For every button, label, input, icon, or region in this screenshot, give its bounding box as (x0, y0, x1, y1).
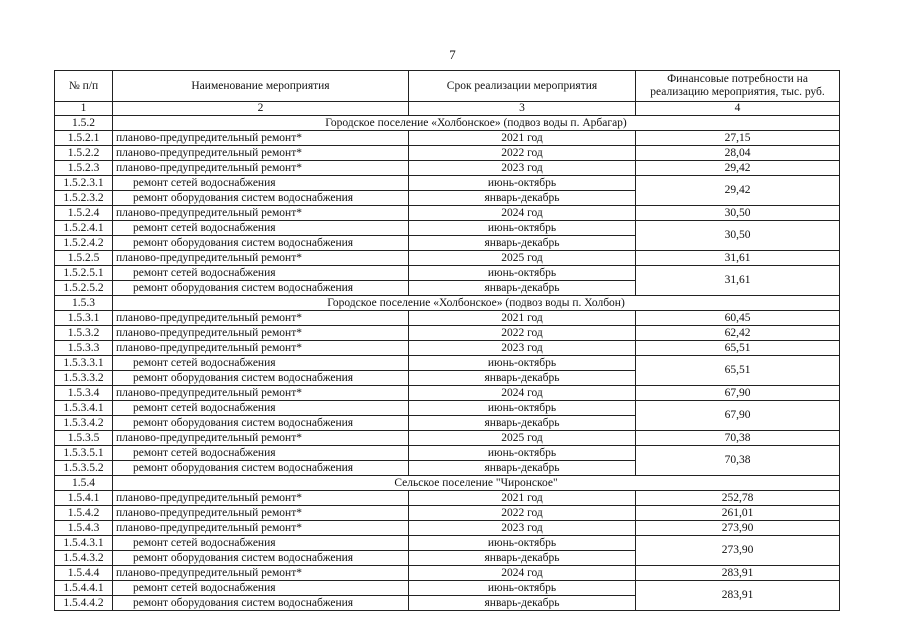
subitem-row (55, 356, 840, 371)
measure-name: ремонт сетей водоснабжения (113, 446, 409, 461)
measure-name: ремонт сетей водоснабжения (113, 536, 409, 551)
row-number: 1.5.3.3.2 (55, 371, 113, 386)
financial-need: 31,61 (636, 266, 840, 296)
subitem-row (55, 446, 840, 461)
row-number: 1.5.4.4 (55, 566, 113, 581)
subitem-row (55, 536, 840, 551)
measure-term: июнь-октябрь (409, 221, 636, 236)
row-number: 1.5.2.3.2 (55, 191, 113, 206)
measure-term: 2021 год (409, 311, 636, 326)
table-row (55, 326, 840, 341)
row-number: 1.5.4.4.1 (55, 581, 113, 596)
measure-name: ремонт оборудования систем водоснабжения (113, 461, 409, 476)
column-number-2: 2 (113, 102, 409, 116)
subitem-row (55, 221, 840, 236)
measure-name: ремонт оборудования систем водоснабжения (113, 371, 409, 386)
table-row (55, 386, 840, 401)
measure-term: 2024 год (409, 386, 636, 401)
row-number: 1.5.3.3.1 (55, 356, 113, 371)
measure-term: 2022 год (409, 506, 636, 521)
financial-need: 29,42 (636, 161, 840, 176)
measure-name: планово-предупредительный ремонт* (113, 341, 409, 356)
measure-term: январь-декабрь (409, 596, 636, 611)
measure-name: планово-предупредительный ремонт* (113, 131, 409, 146)
table-row (55, 431, 840, 446)
measure-name: ремонт сетей водоснабжения (113, 356, 409, 371)
measure-term: 2024 год (409, 206, 636, 221)
row-number: 1.5.2.2 (55, 146, 113, 161)
row-number: 1.5.3.3 (55, 341, 113, 356)
measure-name: планово-предупредительный ремонт* (113, 521, 409, 536)
measure-name: планово-предупредительный ремонт* (113, 491, 409, 506)
measure-term: 2023 год (409, 521, 636, 536)
table-row (55, 146, 840, 161)
row-number: 1.5.3 (55, 296, 113, 311)
row-number: 1.5.2.5.2 (55, 281, 113, 296)
row-number: 1.5.3.2 (55, 326, 113, 341)
measure-term: 2021 год (409, 131, 636, 146)
table-body (55, 116, 840, 611)
measure-name: планово-предупредительный ремонт* (113, 386, 409, 401)
measure-name: ремонт оборудования систем водоснабжения (113, 596, 409, 611)
row-number: 1.5.4 (55, 476, 113, 491)
measure-term: 2025 год (409, 431, 636, 446)
measure-name: ремонт оборудования систем водоснабжения (113, 281, 409, 296)
section-title: Городское поселение «Холбонское» (подвоз воды п. Холбон) (113, 296, 840, 311)
table-row (55, 161, 840, 176)
measure-term: июнь-октябрь (409, 266, 636, 281)
table-row (55, 251, 840, 266)
row-number: 1.5.2.3.1 (55, 176, 113, 191)
measure-term: июнь-октябрь (409, 446, 636, 461)
column-number-3: 3 (409, 102, 636, 116)
financial-need: 31,61 (636, 251, 840, 266)
row-number: 1.5.2.5 (55, 251, 113, 266)
table-row (55, 506, 840, 521)
section-row (55, 116, 840, 131)
measure-name: планово-предупредительный ремонт* (113, 251, 409, 266)
row-number: 1.5.4.1 (55, 491, 113, 506)
subitem-row (55, 266, 840, 281)
header-fin: Финансовые потребности на реализацию мероприятия, тыс. руб. (636, 71, 840, 102)
measure-name: ремонт сетей водоснабжения (113, 581, 409, 596)
row-number: 1.5.4.3.1 (55, 536, 113, 551)
row-number: 1.5.2 (55, 116, 113, 131)
financial-need: 29,42 (636, 176, 840, 206)
financial-need: 273,90 (636, 536, 840, 566)
financial-need: 27,15 (636, 131, 840, 146)
page-number: 7 (449, 47, 456, 62)
row-number: 1.5.3.4.1 (55, 401, 113, 416)
column-number-4: 4 (636, 102, 840, 116)
measure-name: планово-предупредительный ремонт* (113, 161, 409, 176)
financial-need: 67,90 (636, 386, 840, 401)
header-term: Срок реализации мероприятия (409, 71, 636, 102)
section-row (55, 296, 840, 311)
financial-need: 62,42 (636, 326, 840, 341)
subitem-row (55, 401, 840, 416)
measure-name: планово-предупредительный ремонт* (113, 311, 409, 326)
financial-need: 70,38 (636, 446, 840, 476)
table-row (55, 206, 840, 221)
measure-term: январь-декабрь (409, 191, 636, 206)
row-number: 1.5.2.4.2 (55, 236, 113, 251)
subitem-row (55, 176, 840, 191)
row-number: 1.5.4.3.2 (55, 551, 113, 566)
measure-name: ремонт сетей водоснабжения (113, 221, 409, 236)
measure-term: январь-декабрь (409, 416, 636, 431)
column-number-1: 1 (55, 102, 113, 116)
table-row (55, 341, 840, 356)
table-row (55, 521, 840, 536)
row-number: 1.5.2.4.1 (55, 221, 113, 236)
measure-name: планово-предупредительный ремонт* (113, 326, 409, 341)
column-number-row (55, 102, 840, 116)
measure-name: планово-предупредительный ремонт* (113, 566, 409, 581)
measure-name: ремонт оборудования систем водоснабжения (113, 191, 409, 206)
table-header-row (55, 71, 840, 102)
row-number: 1.5.3.4 (55, 386, 113, 401)
table-row (55, 131, 840, 146)
measure-term: июнь-октябрь (409, 356, 636, 371)
row-number: 1.5.2.4 (55, 206, 113, 221)
row-number: 1.5.3.1 (55, 311, 113, 326)
measure-term: 2022 год (409, 326, 636, 341)
financial-need: 65,51 (636, 356, 840, 386)
measure-term: 2025 год (409, 251, 636, 266)
measure-term: 2021 год (409, 491, 636, 506)
table-row (55, 311, 840, 326)
row-number: 1.5.4.3 (55, 521, 113, 536)
financial-need: 30,50 (636, 206, 840, 221)
row-number: 1.5.3.5.2 (55, 461, 113, 476)
financial-need: 261,01 (636, 506, 840, 521)
measure-term: январь-декабрь (409, 461, 636, 476)
financial-need: 70,38 (636, 431, 840, 446)
financial-need: 30,50 (636, 221, 840, 251)
financial-need: 67,90 (636, 401, 840, 431)
financial-need: 28,04 (636, 146, 840, 161)
measure-name: ремонт оборудования систем водоснабжения (113, 551, 409, 566)
financial-need: 283,91 (636, 566, 840, 581)
measures-table (54, 70, 840, 611)
row-number: 1.5.4.4.2 (55, 596, 113, 611)
table-row (55, 491, 840, 506)
financial-need: 60,45 (636, 311, 840, 326)
measure-name: планово-предупредительный ремонт* (113, 206, 409, 221)
header-name: Наименование мероприятия (113, 71, 409, 102)
financial-need: 283,91 (636, 581, 840, 611)
row-number: 1.5.3.4.2 (55, 416, 113, 431)
measure-term: июнь-октябрь (409, 581, 636, 596)
measure-term: 2024 год (409, 566, 636, 581)
measure-term: январь-декабрь (409, 281, 636, 296)
row-number: 1.5.3.5.1 (55, 446, 113, 461)
measure-name: планово-предупредительный ремонт* (113, 506, 409, 521)
row-number: 1.5.2.5.1 (55, 266, 113, 281)
measure-name: планово-предупредительный ремонт* (113, 431, 409, 446)
row-number: 1.5.2.1 (55, 131, 113, 146)
row-number: 1.5.2.3 (55, 161, 113, 176)
financial-need: 252,78 (636, 491, 840, 506)
measure-term: январь-декабрь (409, 371, 636, 386)
measure-name: ремонт сетей водоснабжения (113, 401, 409, 416)
section-title: Городское поселение «Холбонское» (подвоз воды п. Арбагар) (113, 116, 840, 131)
header-num: № п/п (55, 71, 113, 102)
subitem-row (55, 581, 840, 596)
row-number: 1.5.3.5 (55, 431, 113, 446)
measure-term: 2023 год (409, 341, 636, 356)
measure-name: ремонт оборудования систем водоснабжения (113, 236, 409, 251)
section-title: Сельское поселение "Чиронское" (113, 476, 840, 491)
measure-term: январь-декабрь (409, 236, 636, 251)
table-row (55, 566, 840, 581)
row-number: 1.5.4.2 (55, 506, 113, 521)
measure-term: 2023 год (409, 161, 636, 176)
measure-name: планово-предупредительный ремонт* (113, 146, 409, 161)
financial-need: 273,90 (636, 521, 840, 536)
measure-term: июнь-октябрь (409, 176, 636, 191)
measure-term: июнь-октябрь (409, 401, 636, 416)
measure-name: ремонт оборудования систем водоснабжения (113, 416, 409, 431)
financial-need: 65,51 (636, 341, 840, 356)
section-row (55, 476, 840, 491)
measure-term: январь-декабрь (409, 551, 636, 566)
measure-term: 2022 год (409, 146, 636, 161)
measure-term: июнь-октябрь (409, 536, 636, 551)
measure-name: ремонт сетей водоснабжения (113, 266, 409, 281)
measure-name: ремонт сетей водоснабжения (113, 176, 409, 191)
